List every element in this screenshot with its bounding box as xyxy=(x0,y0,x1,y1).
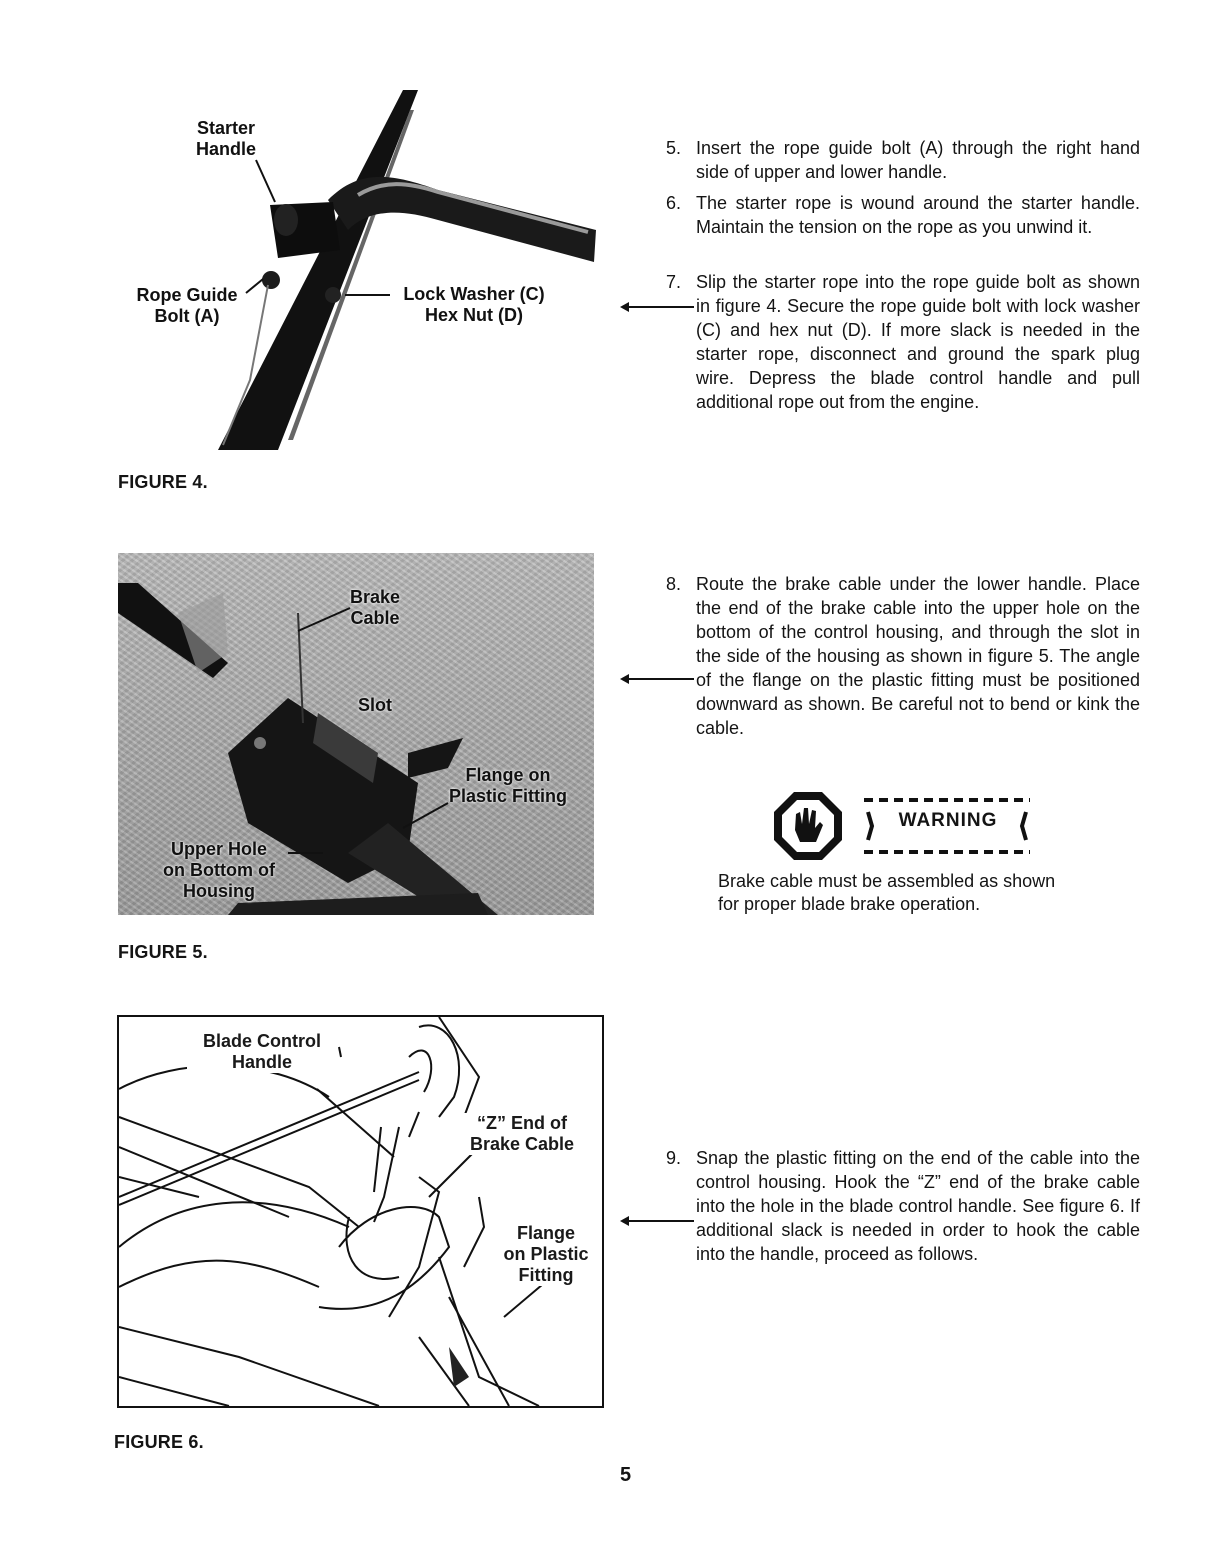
figure-4-caption: FIGURE 4. xyxy=(118,472,208,492)
step-number: 9. xyxy=(666,1148,682,1168)
warning-label: WARNING xyxy=(898,810,998,831)
figure-6-caption: FIGURE 6. xyxy=(114,1432,204,1452)
step-text: Insert the rope guide bolt (A) through the right hand side of upper and lower handle. xyxy=(696,138,1140,182)
figure-5-caption: FIGURE 5. xyxy=(118,942,208,962)
figure-5-photo xyxy=(118,553,594,915)
callout-rope-guide-bolt: Rope Guide Bolt (A) xyxy=(136,285,238,326)
callout-flange-on-plastic-fitting: Flange on Plastic Fitting xyxy=(448,765,567,806)
step-number: 5. xyxy=(666,138,682,158)
step-text: Snap the plastic fitting on the end of the cable into the control housing. Hook the “Z” end of the brake cable into the hole in the blade control handle. See figure 6. If additional slack is needed in order to hook the cable into the handle, proceed as follows. xyxy=(696,1148,1140,1264)
callout-upper-hole: Upper Hole on Bottom of Housing xyxy=(163,839,275,901)
figure-6-drawing xyxy=(119,1017,602,1406)
arrow-pointer-step-9 xyxy=(622,1220,694,1222)
callout-z-end-brake-cable: “Z” End of Brake Cable xyxy=(457,1113,587,1155)
callout-slot: Slot xyxy=(358,695,392,715)
arrow-pointer-step-8 xyxy=(622,678,694,680)
step-5 xyxy=(666,136,1140,184)
stop-hand-icon xyxy=(774,792,842,860)
callout-brake-cable: Brake Cable xyxy=(349,587,401,628)
step-6 xyxy=(666,191,1140,239)
step-number: 7. xyxy=(666,272,682,292)
step-text: The starter rope is wound around the starter handle. Maintain the tension on the rope as you unwind it. xyxy=(696,193,1140,237)
page-number: 5 xyxy=(620,1464,632,1486)
step-number: 8. xyxy=(666,574,682,594)
arrow-pointer-step-7 xyxy=(622,306,694,308)
step-number: 6. xyxy=(666,193,682,213)
step-8 xyxy=(666,572,1140,740)
callout-starter-handle: Starter Handle xyxy=(195,118,256,159)
figure-6-frame xyxy=(117,1015,604,1408)
step-text: Slip the starter rope into the rope guide bolt as shown in figure 4. Secure the rope guide bolt with lock washer (C) and hex nut (D). If more slack is needed in the starter rope, disconnect and ground the spark plug wire. Depress the blade control handle and pull additional rope out from the engine. xyxy=(696,272,1140,412)
callout-flange-plastic-fitting: Flange on Plastic Fitting xyxy=(493,1223,599,1286)
callout-blade-control-handle: Blade Control Handle xyxy=(187,1031,337,1073)
callout-lock-washer-hex-nut: Lock Washer (C) Hex Nut (D) xyxy=(403,284,545,325)
step-text: Route the brake cable under the lower handle. Place the end of the brake cable into the upper hole on the bottom of the control housing, and through the slot in the side of the housing as shown in figure 5. The angle of the flange on the plastic fitting must be positioned downward as shown. Be careful not to bend or kink the cable. xyxy=(696,574,1140,738)
step-7 xyxy=(666,270,1140,414)
warning-text: Brake cable must be assembled as shown for proper blade brake operation. xyxy=(718,871,1056,914)
step-9 xyxy=(666,1146,1140,1266)
